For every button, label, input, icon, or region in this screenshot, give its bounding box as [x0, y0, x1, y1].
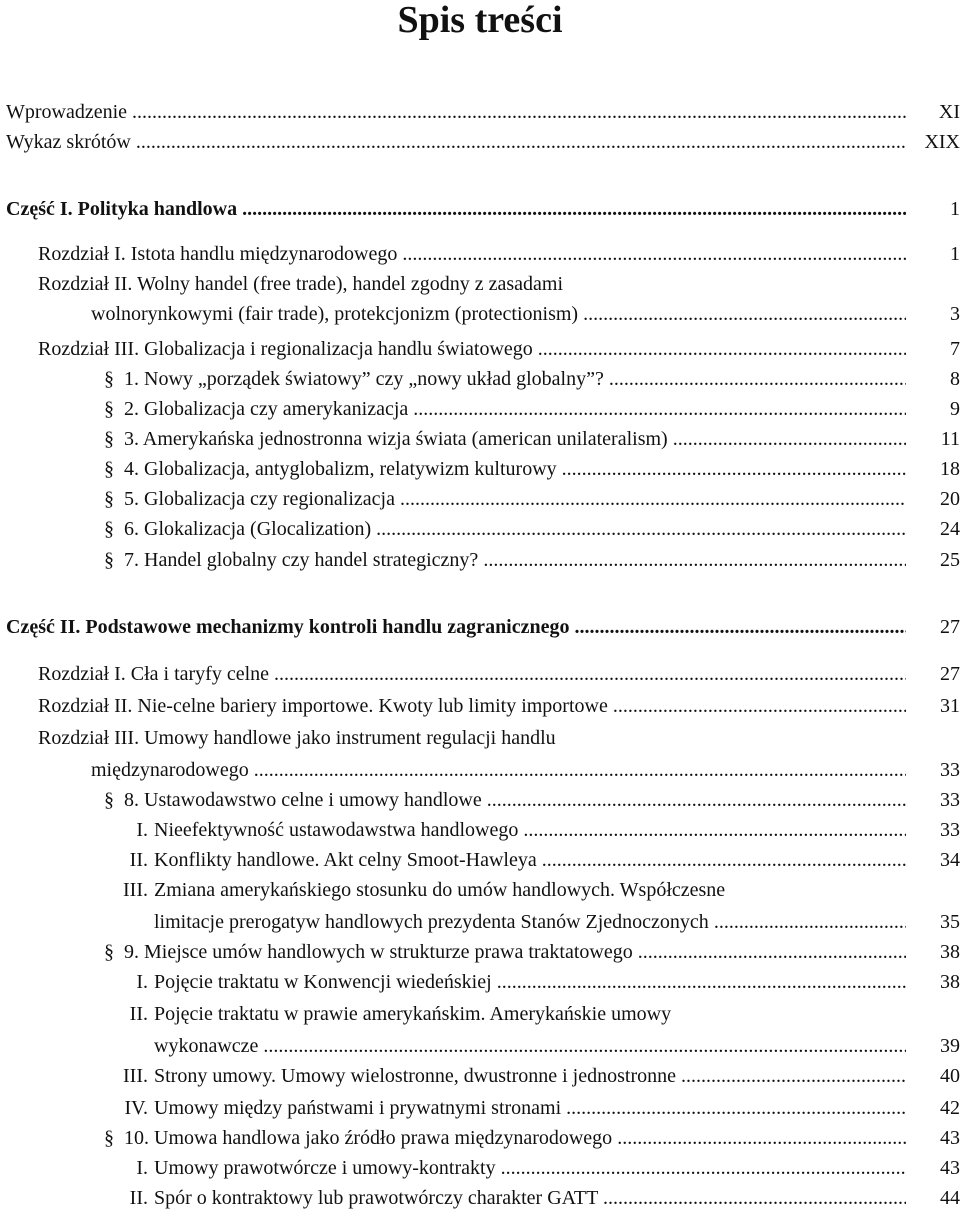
- toc-entry-title: Pojęcie traktatu w Konwencji wiedeńskiej .....: [154, 968, 906, 997]
- toc-entry[interactable]: [0, 692, 960, 721]
- toc-section[interactable]: [0, 395, 960, 424]
- toc-entry-page: 38: [940, 941, 960, 963]
- toc-entry-title: Spór o kontraktowy lub prawotwórczy charakter GATT .....: [154, 1184, 906, 1213]
- toc-entry[interactable]: [0, 660, 960, 689]
- toc-section[interactable]: [0, 455, 960, 484]
- toc-entry-page: 24: [940, 518, 960, 540]
- toc-entry-continuation[interactable]: [0, 1032, 960, 1061]
- roman-numeral: III.: [123, 1065, 148, 1087]
- toc-entry-title: międzynarodowego .....: [91, 756, 906, 785]
- toc-entry-page: 35: [940, 911, 960, 933]
- toc-entry-page: 44: [940, 1187, 960, 1209]
- toc-entry-continuation[interactable]: [0, 756, 960, 785]
- page-title: Spis treści: [397, 0, 563, 41]
- toc-entry-title: Umowy prawotwórcze i umowy-kontrakty .....: [154, 1154, 906, 1183]
- toc-entry-title: Wprowadzenie .....: [6, 98, 906, 127]
- section-sign-icon: §: [104, 1127, 114, 1149]
- toc-section[interactable]: [0, 485, 960, 514]
- toc-entry-title: Rozdział II. Wolny handel (free trade), handel zgodny z zasadami: [38, 273, 564, 295]
- toc-section[interactable]: [0, 425, 960, 454]
- toc-subsection[interactable]: [0, 1062, 960, 1091]
- toc-entry-page: 33: [940, 819, 960, 841]
- toc-entry-title: 6. Glokalizacja (Glocalization) .....: [124, 515, 906, 544]
- toc-subsection[interactable]: [0, 1000, 960, 1029]
- toc-entry-title: Zmiana amerykańskiego stosunku do umów handlowych. Współczesne: [154, 879, 726, 901]
- toc-entry-page: 27: [940, 663, 960, 685]
- toc-entry-title: 5. Globalizacja czy regionalizacja .....: [124, 485, 906, 514]
- toc-entry-title: Pojęcie traktatu w prawie amerykańskim. Amerykańskie umowy: [154, 1003, 672, 1025]
- toc-entry-page: 11: [940, 428, 960, 450]
- toc-entry-title: 7. Handel globalny czy handel strategiczny? .....: [124, 546, 906, 575]
- toc-entry[interactable]: [0, 270, 960, 299]
- toc-subsection[interactable]: [0, 1154, 960, 1183]
- toc-entry-page: 25: [940, 549, 960, 571]
- toc-entry-page: 43: [940, 1157, 960, 1179]
- toc-entry-page: 34: [940, 849, 960, 871]
- toc-section[interactable]: [0, 1124, 960, 1153]
- toc-subsection[interactable]: [0, 876, 960, 905]
- toc-entry-title: Konflikty handlowe. Akt celny Smoot-Hawleya .....: [154, 846, 906, 875]
- toc-entry-page: 42: [940, 1097, 960, 1119]
- toc-entry-page: [906, 1000, 960, 1029]
- toc-entry-page: [906, 876, 960, 905]
- toc-entry-page: 7: [950, 338, 960, 360]
- toc-subsection[interactable]: [0, 1184, 960, 1213]
- toc-part-heading[interactable]: [0, 613, 960, 642]
- section-sign-icon: §: [104, 428, 114, 450]
- section-sign-icon: §: [104, 368, 114, 390]
- toc-entry-page: 31: [940, 695, 960, 717]
- toc-entry-title: Rozdział II. Nie-celne bariery importowe. Kwoty lub limity importowe .....: [38, 692, 906, 721]
- section-sign-icon: §: [104, 398, 114, 420]
- roman-numeral: I.: [136, 819, 148, 841]
- roman-numeral: I.: [136, 971, 148, 993]
- toc-entry-page: 9: [950, 398, 960, 420]
- toc-entry[interactable]: [0, 128, 960, 157]
- toc-entry-title: Część II. Podstawowe mechanizmy kontroli handlu zagranicznego .....: [6, 613, 906, 642]
- toc-entry-continuation[interactable]: [0, 300, 960, 329]
- toc-entry-page: 38: [940, 971, 960, 993]
- toc-entry-page: 33: [940, 789, 960, 811]
- roman-numeral: I.: [136, 1157, 148, 1179]
- toc-subsection[interactable]: [0, 816, 960, 845]
- toc-entry[interactable]: [0, 724, 960, 753]
- toc-entry-page: 18: [940, 458, 960, 480]
- toc-entry-page: 33: [940, 759, 960, 781]
- toc-entry-page: XI: [938, 101, 960, 123]
- toc-entry-title: 1. Nowy „porządek światowy” czy „nowy układ globalny”? .....: [124, 365, 906, 394]
- toc-entry[interactable]: [0, 335, 960, 364]
- toc-section[interactable]: [0, 365, 960, 394]
- section-sign-icon: §: [104, 549, 114, 571]
- toc-entry-page: [906, 724, 960, 753]
- section-sign-icon: §: [104, 518, 114, 540]
- toc-subsection[interactable]: [0, 1094, 960, 1123]
- section-sign-icon: §: [104, 941, 114, 963]
- toc-part-heading[interactable]: [0, 195, 960, 224]
- toc-entry-page: 20: [940, 488, 960, 510]
- toc-entry-title: 8. Ustawodawstwo celne i umowy handlowe .....: [124, 786, 906, 815]
- toc-section[interactable]: [0, 515, 960, 544]
- toc-entry-title: Rozdział I. Istota handlu międzynarodowego .....: [38, 240, 906, 269]
- toc-entry[interactable]: [0, 98, 960, 127]
- toc-entry-page: [906, 270, 960, 299]
- toc-entry-page: 3: [950, 303, 960, 325]
- toc-entry-title: Wykaz skrótów .....: [6, 128, 906, 157]
- toc-entry-title: 4. Globalizacja, antyglobalizm, relatywizm kulturowy .....: [124, 455, 906, 484]
- toc-entry-title: Rozdział I. Cła i taryfy celne .....: [38, 660, 906, 689]
- toc-entry-title: Umowy między państwami i prywatnymi stronami .....: [154, 1094, 906, 1123]
- section-sign-icon: §: [104, 789, 114, 811]
- toc-entry-title: wykonawcze .....: [154, 1032, 906, 1061]
- toc-entry-page: 27: [940, 616, 960, 638]
- toc-entry-title: Rozdział III. Globalizacja i regionalizacja handlu światowego .....: [38, 335, 906, 364]
- toc-entry-title: 10. Umowa handlowa jako źródło prawa międzynarodowego .....: [124, 1124, 906, 1153]
- toc-entry-title: 3. Amerykańska jednostronna wizja świata (american unilateralism) .....: [124, 425, 906, 454]
- toc-entry-page: XIX: [924, 131, 960, 153]
- toc-entry-title: Część I. Polityka handlowa .....: [6, 195, 906, 224]
- roman-numeral: II.: [129, 1187, 148, 1209]
- toc-entry-page: 8: [950, 368, 960, 390]
- toc-entry-title: 2. Globalizacja czy amerykanizacja .....: [124, 395, 906, 424]
- toc-subsection[interactable]: [0, 968, 960, 997]
- toc-subsection[interactable]: [0, 846, 960, 875]
- toc-entry-page: 1: [950, 243, 960, 265]
- section-sign-icon: §: [104, 458, 114, 480]
- toc-entry-title: Nieefektywność ustawodawstwa handlowego .....: [154, 816, 906, 845]
- roman-numeral: III.: [123, 879, 148, 901]
- roman-numeral: IV.: [124, 1097, 148, 1119]
- toc-entry-page: 43: [940, 1127, 960, 1149]
- toc-section[interactable]: [0, 546, 960, 575]
- toc-entry-title: limitacje prerogatyw handlowych prezydenta Stanów Zjednoczonych .....: [154, 908, 906, 937]
- toc-entry-title: Rozdział III. Umowy handlowe jako instrument regulacji handlu: [38, 727, 556, 749]
- toc-entry-title: 9. Miejsce umów handlowych w strukturze prawa traktatowego .....: [124, 938, 906, 967]
- toc-entry-title: wolnorynkowymi (fair trade), protekcjonizm (protectionism) .....: [91, 300, 906, 329]
- toc-section[interactable]: [0, 938, 960, 967]
- roman-numeral: II.: [129, 849, 148, 871]
- toc-entry-continuation[interactable]: [0, 908, 960, 937]
- section-sign-icon: §: [104, 488, 114, 510]
- toc-entry-page: 40: [940, 1065, 960, 1087]
- toc-entry-page: 39: [940, 1035, 960, 1057]
- toc-entry-title: Strony umowy. Umowy wielostronne, dwustronne i jednostronne .....: [154, 1062, 906, 1091]
- toc-section[interactable]: [0, 786, 960, 815]
- roman-numeral: II.: [129, 1003, 148, 1025]
- toc-entry-page: 1: [950, 198, 960, 220]
- toc-entry[interactable]: [0, 240, 960, 269]
